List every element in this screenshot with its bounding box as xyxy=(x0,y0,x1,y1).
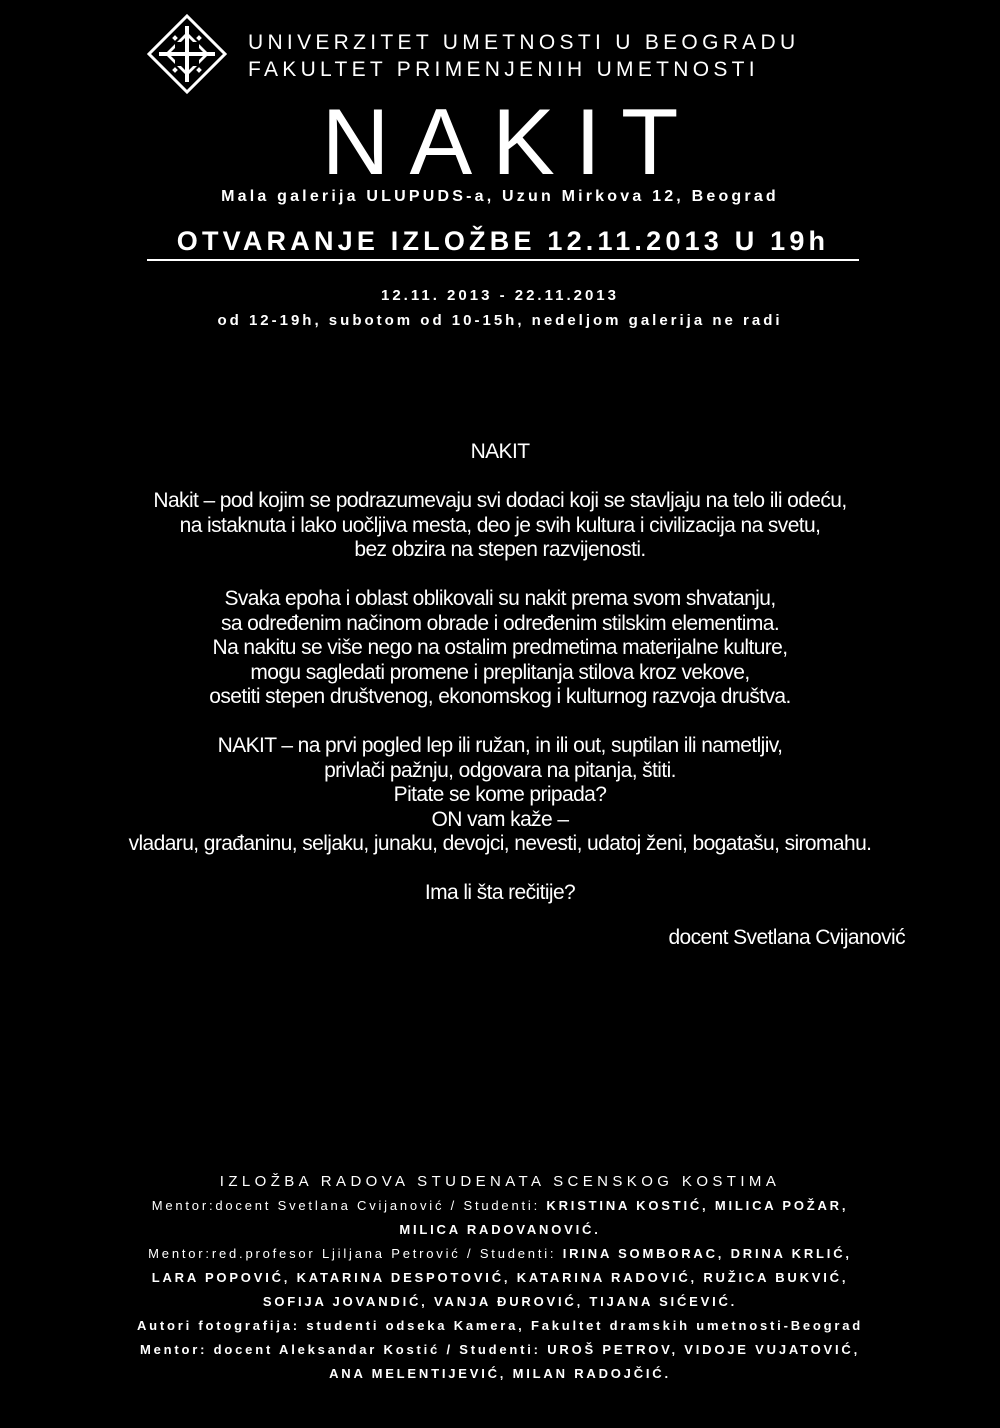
credit-line xyxy=(0,1218,1000,1242)
student-names: UROŠ PETROV, VIDOJE VUJATOVIĆ, xyxy=(547,1342,860,1357)
student-names: KRISTINA KOSTIĆ, MILICA POŽAR, xyxy=(546,1198,849,1213)
text-line: na istaknuta i lako uočljiva mesta, deo je svih kultura i civilizacija na svetu, xyxy=(179,513,821,537)
credit-line xyxy=(0,1362,1000,1386)
text-line: NAKIT – na prvi pogled lep ili ružan, in ili out, suptilan ili nametljiv, xyxy=(217,734,783,757)
text-line: osetiti stepen društvenog, ekonomskog i kulturnog razvoja društva. xyxy=(209,685,791,708)
credit-line xyxy=(0,1242,1000,1266)
essay-paragraph-1 xyxy=(0,489,1000,563)
student-names: SOFIJA JOVANDIĆ, VANJA ĐUROVIĆ, TIJANA SIĆEVIĆ. xyxy=(262,1294,738,1309)
essay-paragraph-3 xyxy=(0,734,1000,857)
venue-address: Mala galerija ULUPUDS-a, Uzun Mirkova 12, Beograd xyxy=(221,188,779,205)
essay-paragraph-2 xyxy=(0,587,1000,710)
credit-line xyxy=(0,1290,1000,1314)
credit-line xyxy=(0,1338,1000,1362)
gallery-hours: od 12-19h, subotom od 10-15h, nedeljom galerija ne radi xyxy=(217,312,783,329)
text-line: Pitate se kome pripada? xyxy=(393,783,607,806)
photo-credit: Autori fotografija: studenti odseka Kamera, Fakultet dramskih umetnosti-Beograd xyxy=(136,1318,864,1333)
text-line: sa određenim načinom obrade i određenim stilskim elementima. xyxy=(220,611,780,635)
faculty-name: FAKULTET PRIMENJENIH UMETNOSTI xyxy=(248,58,759,81)
credits-heading: IZLOŽBA RADOVA STUDENATA SCENSKOG KOSTIMA xyxy=(219,1173,781,1190)
mentor-label: Mentor:red.profesor Ljiljana Petrović / Studenti: xyxy=(148,1246,563,1261)
student-names: IRINA SOMBORAC, DRINA KRLIĆ, xyxy=(562,1246,852,1261)
text-line: bez obzira na stepen razvijenosti. xyxy=(354,538,646,561)
exhibition-title: NAKIT xyxy=(321,89,699,194)
institution-header xyxy=(248,29,799,83)
credit-line xyxy=(0,1266,1000,1290)
credits-block xyxy=(0,1170,1000,1386)
text-line: Na nakitu se više nego na ostalim predmetima materijalne kulture, xyxy=(212,636,788,659)
essay-paragraph-4: Ima li šta rečitije? xyxy=(424,881,576,904)
student-names: MILICA RADOVANOVIĆ. xyxy=(399,1222,601,1237)
essay-text xyxy=(0,440,1000,930)
author-signature: docent Svetlana Cvijanović xyxy=(668,926,905,949)
text-line: Svaka epoha i oblast oblikovali su nakit prema svom shvatanju, xyxy=(224,587,776,610)
mentor-label: Mentor: docent Aleksandar Kostić / Studenti: xyxy=(140,1342,548,1357)
text-line: privlači pažnju, odgovara na pitanja, štiti. xyxy=(324,758,676,782)
exhibition-dates: 12.11. 2013 - 22.11.2013 xyxy=(381,287,619,304)
mentor-label: Mentor:docent Svetlana Cvijanović / Studenti: xyxy=(151,1198,547,1213)
text-line: ON vam kaže – xyxy=(431,807,569,831)
credit-line xyxy=(0,1194,1000,1218)
opening-announcement: OTVARANJE IZLOŽBE 12.11.2013 U 19h xyxy=(147,226,859,261)
text-line: Nakit – pod kojim se podrazumevaju svi dodaci koji se stavljaju na telo ili odeću, xyxy=(153,489,847,512)
student-names: LARA POPOVIĆ, KATARINA DESPOTOVIĆ, KATARINA RADOVIĆ, RUŽICA BUKVIĆ, xyxy=(151,1270,849,1285)
credit-line xyxy=(0,1314,1000,1338)
text-line: mogu sagledati promene i preplitanja stilova kroz vekove, xyxy=(250,660,750,684)
text-line: vladaru, građaninu, seljaku, junaku, devojci, nevesti, udatoj ženi, bogatašu, siromahu. xyxy=(128,832,872,855)
ornamental-diamond-logo-icon xyxy=(147,14,227,94)
student-names: ANA MELENTIJEVIĆ, MILAN RADOJČIĆ. xyxy=(329,1366,671,1381)
essay-heading: NAKIT xyxy=(470,440,530,463)
university-name: UNIVERZITET UMETNOSTI U BEOGRADU xyxy=(248,31,800,54)
